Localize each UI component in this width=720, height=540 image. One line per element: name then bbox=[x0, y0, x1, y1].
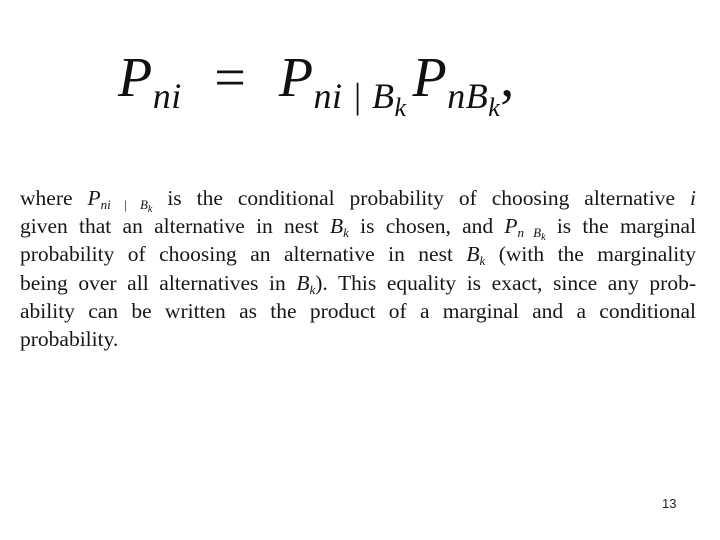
eq-equals-sign: = bbox=[214, 47, 247, 109]
eq-marginal-symbol: P bbox=[412, 47, 448, 109]
paragraph-line-6 bbox=[20, 325, 696, 353]
math-symbol: i bbox=[690, 186, 696, 210]
math-subscript: n B bbox=[517, 225, 542, 241]
math-symbol: B bbox=[466, 242, 480, 267]
math-symbol: B bbox=[329, 214, 344, 239]
paragraph-line-3 bbox=[20, 240, 696, 268]
text-run: ability can be written as the product of a marginal and a conditional bbox=[20, 298, 696, 323]
text-run: ). This equality is exact, since any prob- bbox=[315, 270, 696, 295]
eq-lhs-subscript: ni bbox=[152, 76, 182, 116]
text-run: given that an alternative in nest bbox=[20, 214, 330, 239]
explanation-paragraph bbox=[20, 184, 696, 353]
paragraph-line-2 bbox=[20, 212, 696, 244]
eq-conditional-subscript: ni | B bbox=[313, 76, 395, 116]
paragraph-line-1 bbox=[20, 184, 696, 215]
eq-conditional-subsubscript: k bbox=[394, 93, 407, 122]
text-run: probability. bbox=[20, 327, 119, 352]
math-subsubscript: k bbox=[541, 232, 546, 244]
nested-logit-equation bbox=[118, 47, 515, 122]
math-subscript: ni | B bbox=[100, 197, 148, 212]
math-subsubscript: k bbox=[147, 204, 153, 215]
eq-lhs-symbol: P bbox=[118, 47, 153, 109]
eq-marginal-subsubscript: k bbox=[488, 93, 501, 122]
math-symbol: P bbox=[87, 186, 101, 210]
math-subscript: k bbox=[309, 281, 316, 297]
paragraph-line-5 bbox=[20, 297, 696, 325]
page-number: 13 bbox=[662, 496, 677, 511]
math-symbol: P bbox=[504, 214, 518, 239]
math-symbol: B bbox=[296, 270, 310, 295]
text-run: being over all alternatives in bbox=[20, 270, 297, 295]
math-subscript: k bbox=[479, 253, 486, 269]
eq-conditional-symbol: P bbox=[278, 47, 314, 109]
paragraph-line-4 bbox=[20, 269, 696, 297]
text-run: is the marginal bbox=[545, 214, 696, 239]
text-run: is the conditional probability of choosing alternative bbox=[152, 186, 690, 210]
text-run: (with the marginality bbox=[485, 242, 697, 267]
eq-trailing-comma: , bbox=[500, 47, 515, 109]
eq-marginal-subscript: nB bbox=[447, 76, 489, 116]
text-run: where bbox=[20, 186, 88, 210]
math-subscript: k bbox=[343, 225, 349, 241]
text-run: probability of choosing an alternative in nest bbox=[20, 242, 467, 267]
text-run: is chosen, and bbox=[348, 214, 505, 239]
